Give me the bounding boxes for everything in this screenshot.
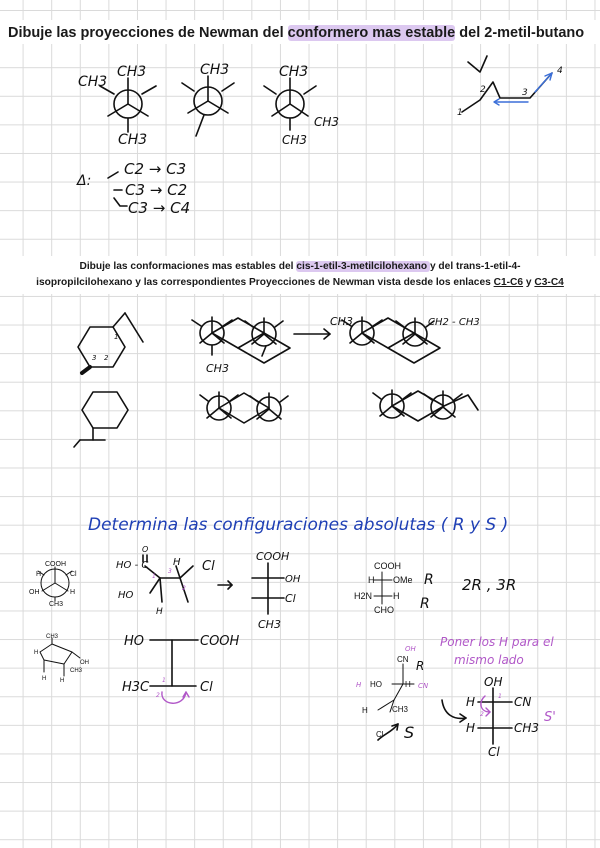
struct3-h: H: [405, 680, 411, 689]
fischer2-r2: R: [420, 596, 430, 612]
struct3-cn: CN: [397, 655, 409, 664]
fischer2-left1: H: [368, 575, 375, 585]
chair-ch3b: CH3: [70, 668, 83, 674]
newman-projection-1: [100, 78, 156, 132]
answer-2r-3r: 2R , 3R: [462, 576, 517, 594]
fischer2-right2: H: [393, 591, 400, 601]
newman-double-1: [192, 317, 290, 363]
title-part-1: Dibuje las proyecciones de Newman del: [8, 25, 288, 41]
final-cl: Cl: [488, 745, 500, 759]
instruction-line2-mid: y: [523, 277, 535, 288]
sawhorse-ho: HO: [118, 590, 134, 601]
fischer1-left: H: [36, 571, 42, 578]
vertical-h3c: H3C: [122, 680, 150, 695]
struct3-ho: HO: [370, 680, 382, 689]
sawhorse-ho-c: HO - C: [116, 560, 149, 571]
struct3-r: R: [416, 659, 425, 673]
fischer1-right: Cl: [70, 571, 77, 578]
label-ch3-top-2: CH3: [200, 62, 230, 78]
struct3-cn-purple: CN: [418, 682, 429, 690]
chair-h3: H: [60, 678, 65, 684]
newman-double-2: [342, 317, 440, 363]
fischer-hand-top: COOH: [256, 550, 290, 563]
final-h: H: [466, 695, 476, 709]
struct3-h-purple: H: [356, 681, 362, 689]
label-ch3-bottom-1: CH3: [118, 132, 148, 148]
label-ch3-top-3: CH3: [279, 64, 309, 80]
zigzag-label-3: 3: [522, 88, 528, 98]
fischer-printed-2: [374, 572, 392, 604]
vertical-n1: 1: [162, 677, 166, 684]
fischer-projection-printed-1: [38, 567, 72, 601]
fischer2-bottom: CHO: [374, 605, 394, 615]
fischer2-right1: OMe: [393, 575, 413, 585]
final-n1: 1: [498, 693, 502, 700]
fischer1-top: COOH: [45, 561, 66, 568]
chair-h1: H: [34, 650, 39, 656]
struct3-s: S: [404, 723, 415, 742]
label-ethyl-newman: CH2 - CH3: [428, 317, 480, 328]
sawhorse-n2: 2: [182, 585, 186, 592]
butane-skeleton: [462, 56, 552, 112]
label-ch3-newman-bottom: CH3: [206, 362, 229, 375]
cyclohexane-trans: [74, 392, 128, 447]
final-s: S': [544, 710, 556, 725]
chair-h2: H: [42, 676, 47, 682]
struct3-cl: Cl: [376, 730, 384, 739]
final-h2: H: [466, 721, 476, 735]
final-oh: OH: [484, 675, 503, 689]
title-part-3: del 2-metil-butano: [455, 25, 585, 41]
sawhorse-n1: 1: [152, 573, 156, 580]
fischer-hand-bottom: CH3: [258, 618, 281, 631]
title-highlight: conformero mas estable: [287, 25, 456, 41]
newman-projection-2: [182, 76, 234, 136]
newman-double-3: [200, 392, 288, 423]
fischer1-right-lower: H: [70, 589, 76, 596]
note-line-2: mismo lado: [454, 653, 524, 667]
bond-item-2: C3 → C2: [125, 181, 188, 199]
final-arrow: [442, 700, 466, 722]
note-line-1: Poner los H para el: [440, 635, 554, 649]
fischer-hand-right2: Cl: [285, 592, 296, 605]
final-n2: 2: [480, 711, 484, 718]
vertical-cl: Cl: [200, 680, 213, 695]
cyclohexane-cis: [78, 313, 143, 373]
vertical-ho: HO: [124, 634, 145, 649]
newman-projection-3: [264, 78, 316, 130]
vertical-n2: 2: [156, 692, 160, 699]
struct3-h2: H: [362, 706, 368, 715]
fischer2-left2: H2N: [354, 591, 373, 601]
instruction-line2-before: isopropilcilohexano y las correspondientes Proyecciones de Newman vista desde los enlaces: [36, 277, 494, 288]
fischer1-bottom: CH3: [49, 601, 64, 608]
bond-list-prefix: Δ:: [77, 173, 92, 189]
sawhorse-drawing: [143, 555, 193, 602]
newman-double-4: [373, 390, 478, 421]
bond-item-3: C3 → C4: [128, 199, 191, 217]
zigzag-label-2: 2: [480, 85, 486, 95]
conversion-arrow: [294, 329, 330, 339]
fischer2-top: COOH: [374, 561, 401, 571]
label-ch3-top-1: CH3: [117, 64, 147, 80]
sawhorse-cl: Cl: [202, 559, 215, 574]
fischer-hand-1: [252, 563, 284, 614]
purple-rotation-1: [162, 692, 189, 703]
struct3-ch3: CH3: [392, 705, 409, 714]
sawhorse-h: H: [173, 557, 181, 568]
label-ch3-bottom-3: CH3: [282, 133, 308, 147]
instruction-line1-before: Dibuje las conformaciones mas estables del: [79, 261, 297, 272]
zigzag-label-4: 4: [557, 66, 563, 76]
chair-ch3: CH3: [46, 634, 59, 640]
fischer2-r1: R: [424, 572, 434, 588]
label-ch3-left: CH3: [78, 74, 108, 90]
label-ch3-right-3: CH3: [314, 115, 340, 129]
sawhorse-arrow: [218, 581, 232, 589]
ring-label-1: 1: [114, 333, 119, 341]
bond-c1-c6: C1-C6: [493, 277, 524, 288]
instruction-line1-highlight: cis-1-etil-3-metilcilohexano: [296, 261, 430, 272]
final-ch3: CH3: [514, 721, 540, 735]
vertical-cooh: COOH: [200, 634, 240, 649]
bond-item-1: C2 → C3: [124, 160, 187, 178]
sawhorse-n3: 3: [168, 568, 172, 575]
fischer-hand-right1: OH: [285, 574, 301, 585]
sawhorse-o: O: [142, 545, 149, 554]
section3-title: Determina las configuraciones absolutas ( R y S ): [88, 515, 509, 535]
instruction-line1-after: y del trans-1-etil-4-: [429, 261, 521, 272]
sawhorse-h-bottom: H: [156, 607, 163, 617]
fischer1-left-lower: OH: [29, 589, 40, 596]
ring-label-3: 3: [92, 354, 97, 362]
final-cn: CN: [514, 695, 532, 709]
bond-c3-c4: C3-C4: [534, 277, 564, 288]
zigzag-label-1: 1: [457, 108, 463, 118]
chair-oh: OH: [80, 660, 89, 666]
label-ch3-newman-left: CH3: [330, 315, 353, 328]
ring-label-2: 2: [104, 354, 109, 362]
struct3-oh-purple: OH: [405, 645, 416, 653]
vertical-chain-hand: [150, 640, 198, 686]
